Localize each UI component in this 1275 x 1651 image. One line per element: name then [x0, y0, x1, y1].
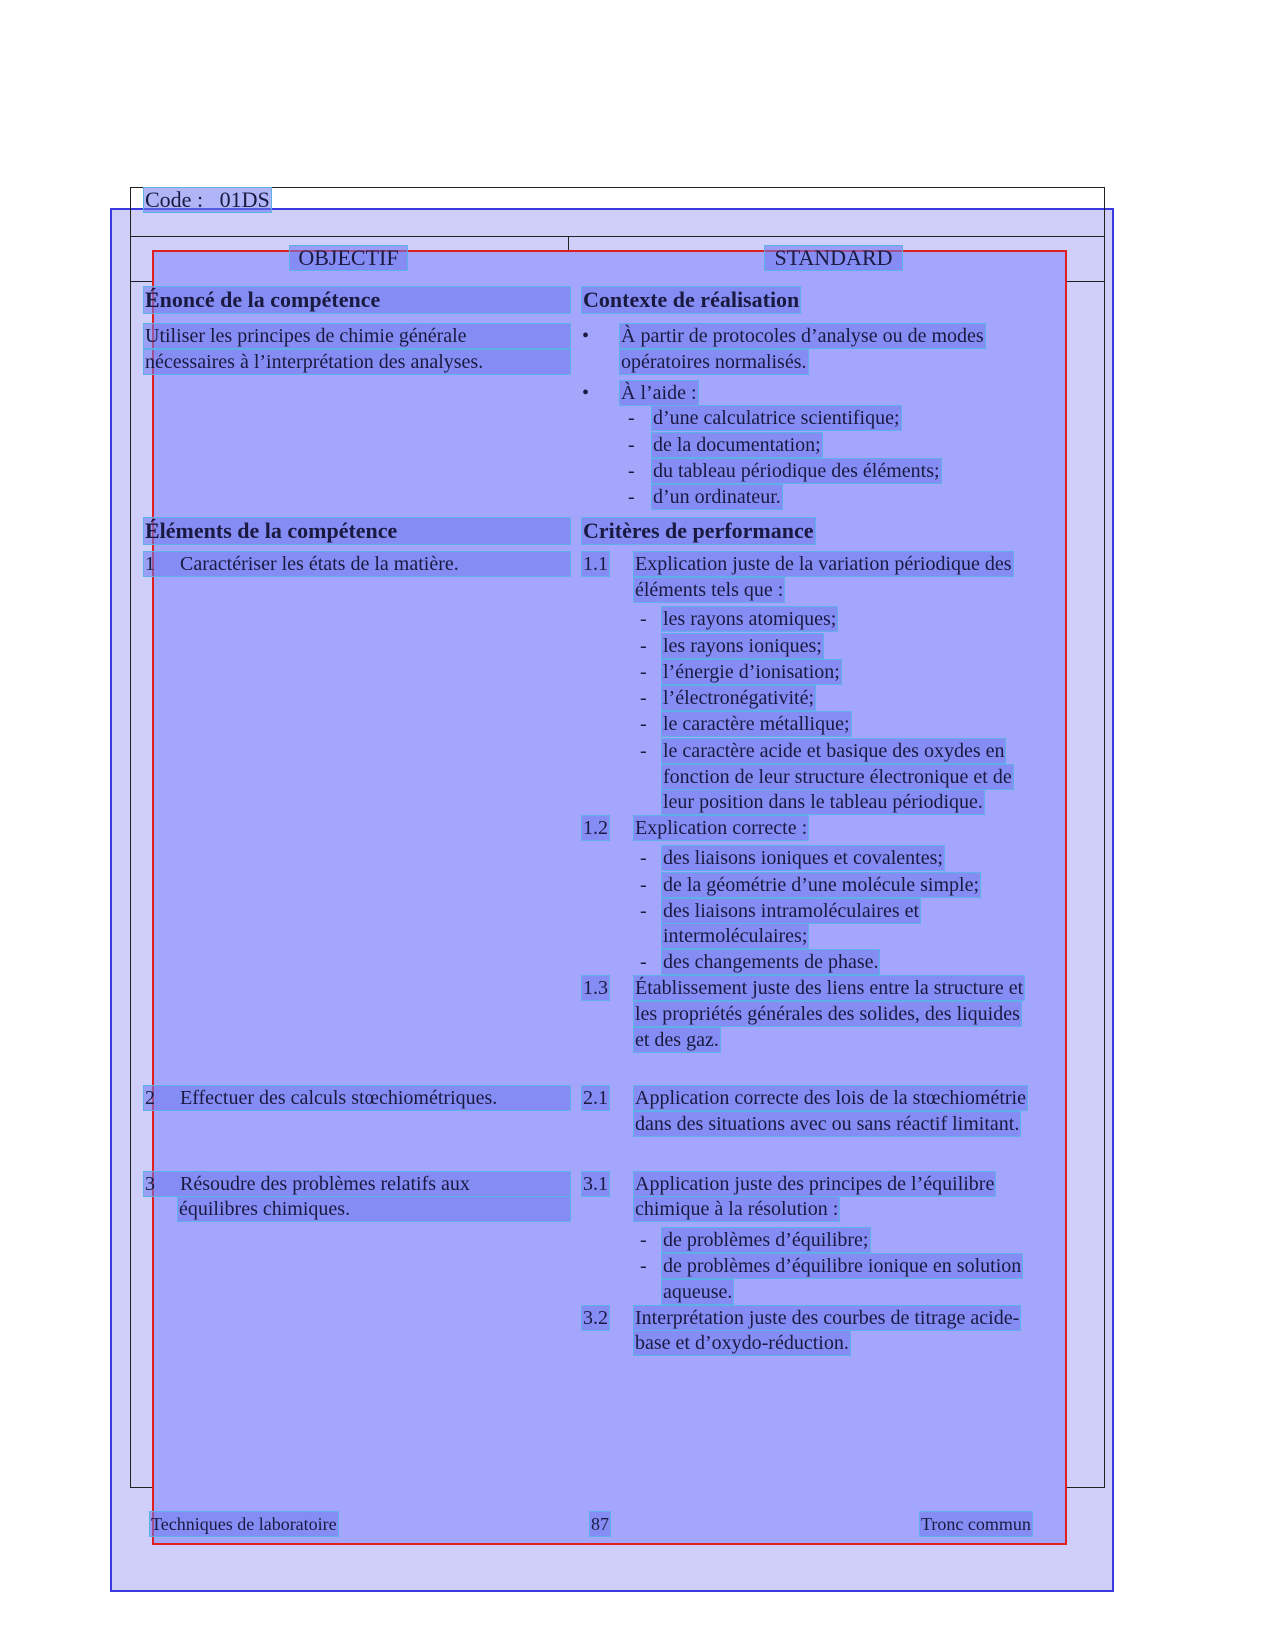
- dash-icon: -: [640, 900, 647, 922]
- contexte-bullet1-line2: opératoires normalisés.: [621, 351, 807, 373]
- criteres-title: Critères de performance: [583, 518, 814, 543]
- critere-number: 1.2: [583, 817, 608, 839]
- critere-item: des liaisons ioniques et covalentes;: [663, 847, 943, 869]
- critere-line: les propriétés générales des solides, des liquides: [635, 1003, 1020, 1025]
- code-value: 01DS: [219, 187, 270, 212]
- critere-line: Explication juste de la variation périodique des: [635, 553, 1012, 575]
- critere-number: 1.1: [583, 553, 608, 575]
- dash-icon: -: [640, 1229, 647, 1251]
- dash-icon: -: [628, 486, 635, 508]
- critere-line: Application correcte des lois de la stœchiométrie: [635, 1087, 1026, 1109]
- critere-item: de problèmes d’équilibre ionique en solution: [663, 1255, 1022, 1277]
- critere-item-cont: fonction de leur structure électronique et de: [663, 766, 1012, 788]
- critere-item: l’électronégativité;: [663, 687, 815, 709]
- dash-icon: -: [640, 635, 647, 657]
- dash-icon: -: [640, 740, 647, 762]
- dash-icon: -: [640, 608, 647, 630]
- element-number: 2: [145, 1087, 155, 1109]
- contexte-item: d’un ordinateur.: [653, 486, 781, 508]
- dash-icon: -: [640, 661, 647, 683]
- code-label: [144, 188, 271, 212]
- dash-icon: -: [628, 407, 635, 429]
- dash-icon: -: [640, 687, 647, 709]
- critere-item: le caractère métallique;: [663, 713, 850, 735]
- code-row: [130, 187, 1105, 237]
- enonce-title: Énoncé de la compétence: [144, 287, 570, 313]
- critere-item: des liaisons intramoléculaires et: [663, 900, 920, 922]
- critere-item: de la géométrie d’une molécule simple;: [663, 874, 979, 896]
- element-2: [144, 1086, 570, 1110]
- footer-page-number: 87: [591, 1514, 609, 1534]
- dash-icon: -: [640, 713, 647, 735]
- critere-item: de problèmes d’équilibre;: [663, 1229, 869, 1251]
- critere-item: les rayons ioniques;: [663, 635, 822, 657]
- element-3-line2: équilibres chimiques.: [178, 1197, 570, 1221]
- content-region: [152, 250, 1067, 1545]
- contexte-bullet1-line1: À partir de protocoles d’analyse ou de modes: [621, 325, 984, 347]
- contexte-bullet2: À l’aide :: [621, 382, 697, 404]
- critere-number: 3.1: [583, 1173, 608, 1195]
- contexte-item: de la documentation;: [653, 434, 821, 456]
- element-3: [144, 1172, 570, 1196]
- bullet-icon: •: [582, 325, 590, 347]
- critere-item-cont: aqueuse.: [663, 1281, 733, 1303]
- element-number: 1: [145, 553, 155, 575]
- critere-item: des changements de phase.: [663, 951, 879, 973]
- critere-line: Explication correcte :: [635, 817, 808, 839]
- dash-icon: -: [640, 847, 647, 869]
- element-1: [144, 552, 570, 576]
- element-number: 3: [145, 1173, 155, 1195]
- bullet-icon: •: [582, 382, 590, 404]
- element-text: Résoudre des problèmes relatifs aux: [180, 1173, 470, 1195]
- contexte-item: d’une calculatrice scientifique;: [653, 407, 900, 429]
- critere-item-cont: leur position dans le tableau périodique.: [663, 791, 983, 813]
- critere-item: l’énergie d’ionisation;: [663, 661, 840, 683]
- footer-right: Tronc commun: [921, 1514, 1031, 1534]
- critere-line: éléments tels que :: [635, 579, 784, 601]
- code-label-text: Code :: [145, 187, 204, 212]
- critere-line: chimique à la résolution :: [635, 1198, 839, 1220]
- dash-icon: -: [640, 951, 647, 973]
- column-header-objectif: OBJECTIF: [290, 246, 407, 270]
- dash-icon: -: [640, 874, 647, 896]
- dash-icon: -: [628, 434, 635, 456]
- enonce-line-2: nécessaires à l’interprétation des analyses.: [144, 350, 570, 374]
- critere-number: 1.3: [583, 977, 608, 999]
- critere-item: le caractère acide et basique des oxydes en: [663, 740, 1005, 762]
- critere-item: les rayons atomiques;: [663, 608, 837, 630]
- contexte-title: Contexte de réalisation: [583, 287, 800, 312]
- column-header-standard: STANDARD: [765, 246, 902, 270]
- dash-icon: -: [628, 460, 635, 482]
- critere-number: 2.1: [583, 1087, 608, 1109]
- critere-line: et des gaz.: [635, 1029, 719, 1051]
- dash-icon: -: [640, 1255, 647, 1277]
- element-text: Effectuer des calculs stœchiométriques.: [180, 1087, 498, 1109]
- enonce-line-1: Utiliser les principes de chimie générale: [144, 324, 570, 348]
- critere-line: base et d’oxydo-réduction.: [635, 1332, 849, 1354]
- critere-line: Interprétation juste des courbes de titrage acide-: [635, 1307, 1020, 1329]
- footer-left: Techniques de laboratoire: [151, 1514, 337, 1534]
- elements-title: Éléments de la compétence: [144, 518, 570, 544]
- critere-line: Application juste des principes de l’équilibre: [635, 1173, 995, 1195]
- critere-number: 3.2: [583, 1307, 608, 1329]
- critere-item-cont: intermoléculaires;: [663, 925, 808, 947]
- critere-line: dans des situations avec ou sans réactif limitant.: [635, 1113, 1020, 1135]
- critere-line: Établissement juste des liens entre la structure et: [635, 977, 1024, 999]
- element-text: Caractériser les états de la matière.: [180, 553, 459, 575]
- contexte-item: du tableau périodique des éléments;: [653, 460, 940, 482]
